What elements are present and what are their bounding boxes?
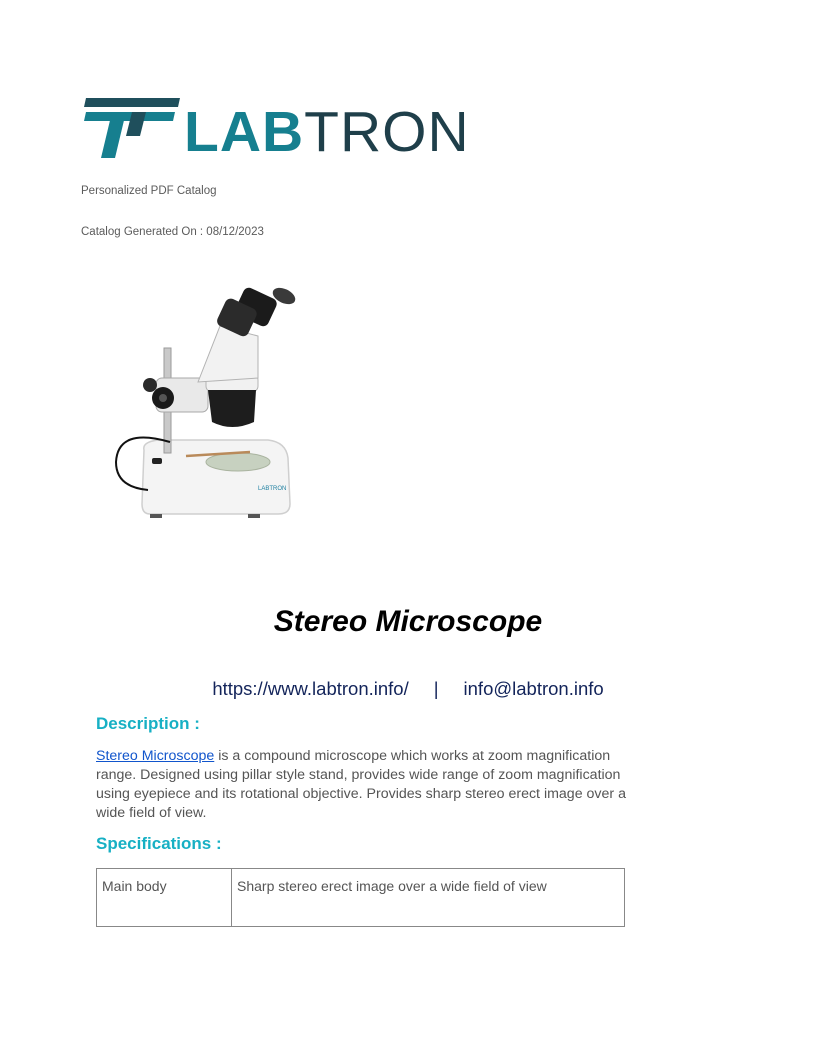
contact-separator: | [433,678,439,699]
specifications-heading: Specifications : [96,834,222,853]
labtron-logo[interactable] [82,96,470,164]
brand-name-light: TRON [304,100,470,164]
brand-wordmark [184,100,470,164]
description-heading: Description : [96,714,200,733]
brand-name-bold: LAB [184,100,305,164]
description-text [96,747,636,823]
stereo-microscope-image [108,282,308,527]
catalog-subtitle: Personalized PDF Catalog [81,185,217,197]
product-link[interactable]: Stereo Microscope [96,748,215,764]
labtron-mark-icon [82,96,182,162]
svg-text:LABTRON: LABTRON [258,486,287,492]
table-row [97,869,625,927]
contact-line [0,678,816,700]
specifications-table [96,868,625,927]
spec-value: Sharp stereo erect image over a wide field of view [232,869,625,927]
catalog-generated-date: Catalog Generated On : 08/12/2023 [81,226,264,238]
description-body: is a compound microscope which works at zoom magnification range. Designed using pillar style stand, provides wide range of zoom magnification using eyepiece and its rotational objective. Provides sharp stereo erect image over a wide field of view. [96,748,626,821]
spec-key: Main body [97,869,232,927]
product-title: Stereo Microscope [273,605,543,638]
website-link[interactable]: https://www.labtron.info/ [212,678,409,699]
email-link[interactable]: info@labtron.info [463,678,604,699]
